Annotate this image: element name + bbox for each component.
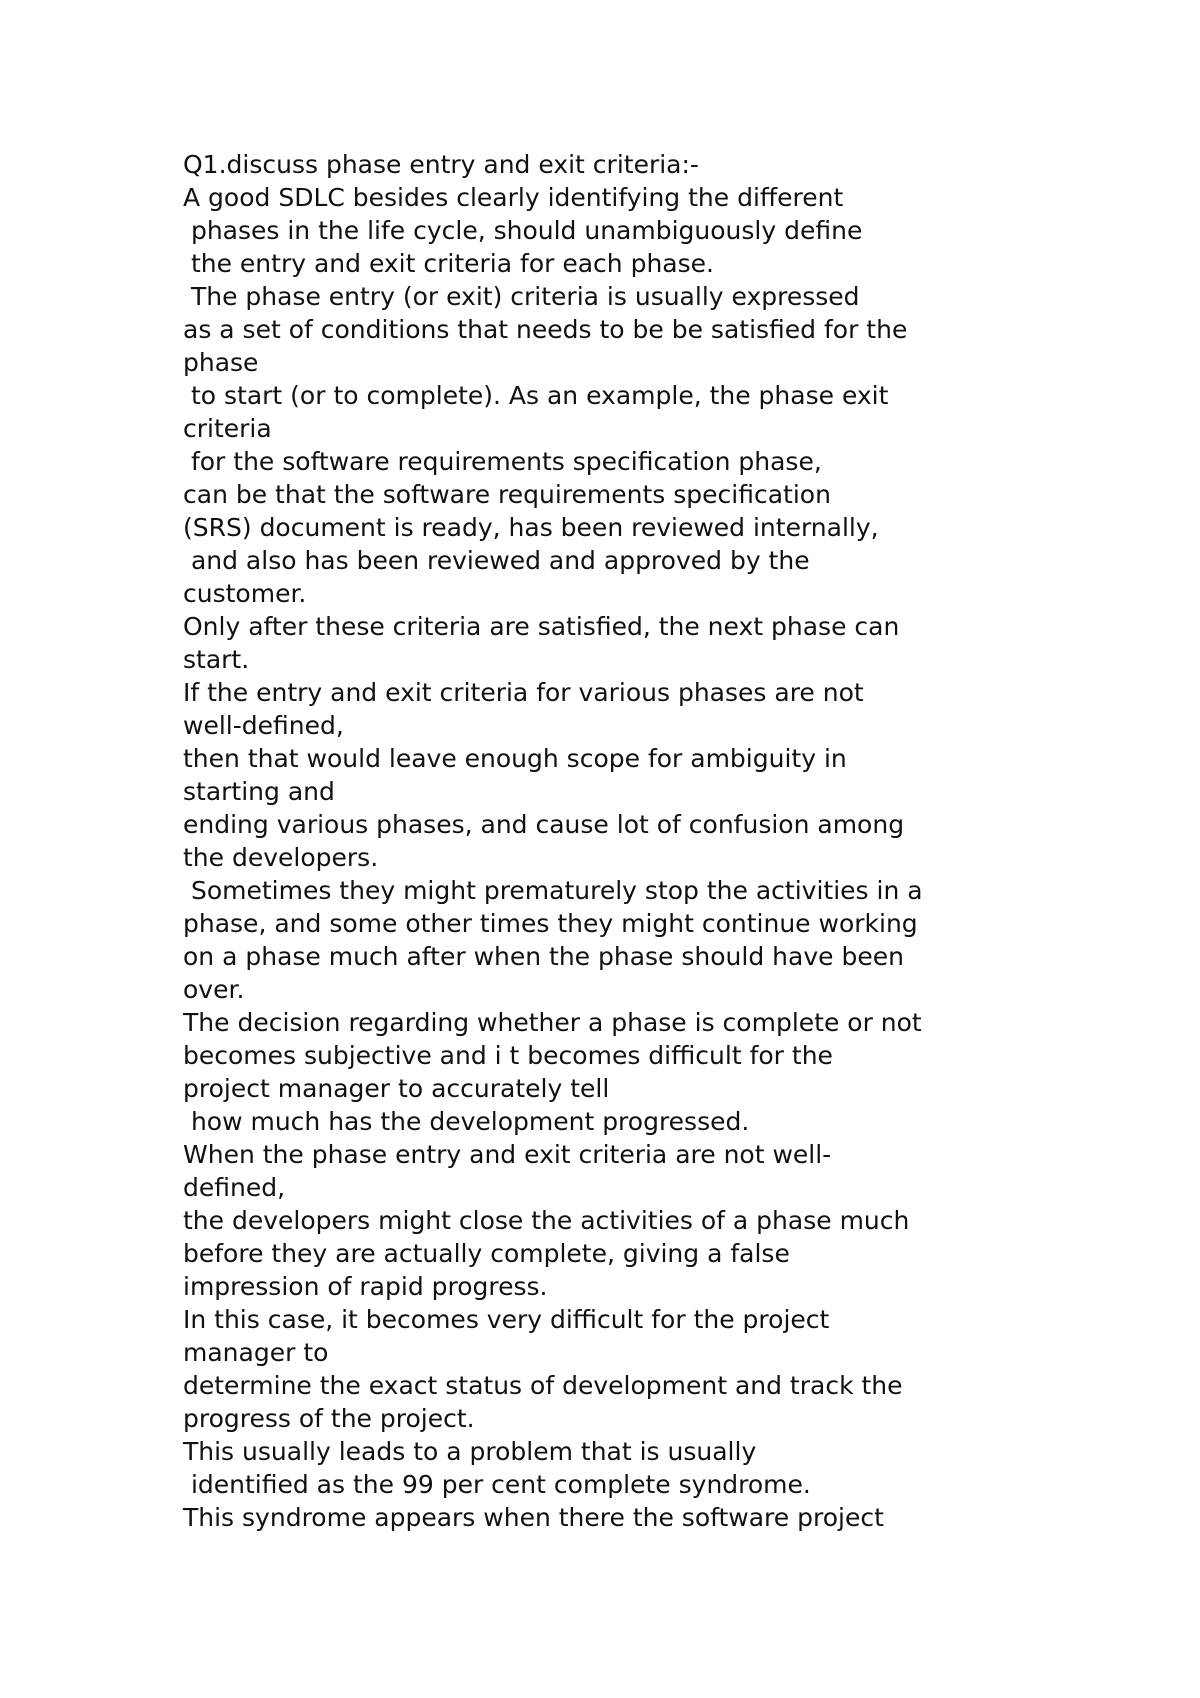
text-line: and also has been reviewed and approved by the [183,546,810,575]
text-line: phase [183,348,259,377]
text-line: start. [183,645,250,674]
text-line: over. [183,975,245,1004]
text-line: Sometimes they might prematurely stop the activities in a [183,876,923,905]
text-line: criteria [183,414,272,443]
text-line: progress of the project. [183,1404,475,1433]
text-line: When the phase entry and exit criteria are not well- [183,1140,832,1169]
text-line: well-defined, [183,711,344,740]
text-line: (SRS) document is ready, has been reviewed internally, [183,513,879,542]
text-line: identified as the 99 per cent complete syndrome. [183,1470,811,1499]
text-line: manager to [183,1338,329,1367]
text-line: This syndrome appears when there the software project [183,1503,884,1532]
text-line: can be that the software requirements specification [183,480,831,509]
text-line: how much has the development progressed. [183,1107,750,1136]
text-line: the developers. [183,843,379,872]
text-line: project manager to accurately tell [183,1074,610,1103]
text-line: for the software requirements specification phase, [183,447,822,476]
text-line: If the entry and exit criteria for various phases are not [183,678,864,707]
text-line: then that would leave enough scope for ambiguity in [183,744,847,773]
text-line: determine the exact status of development and track the [183,1371,903,1400]
text-line: This usually leads to a problem that is usually [183,1437,757,1466]
text-line: Q1.discuss phase entry and exit criteria:- [183,150,699,179]
text-line: A good SDLC besides clearly identifying the different [183,183,844,212]
text-line: the developers might close the activities of a phase much [183,1206,910,1235]
text-line: defined, [183,1173,286,1202]
text-line: phases in the life cycle, should unambiguously define [183,216,863,245]
text-line: before they are actually complete, giving a false [183,1239,790,1268]
text-line: phase, and some other times they might continue working [183,909,918,938]
text-line: to start (or to complete). As an example, the phase exit [183,381,889,410]
text-line: becomes subjective and i t becomes difficult for the [183,1041,833,1070]
text-line: customer. [183,579,307,608]
text-line: as a set of conditions that needs to be be satisfied for the [183,315,908,344]
text-line: The phase entry (or exit) criteria is usually expressed [183,282,860,311]
text-line: Only after these criteria are satisfied, the next phase can [183,612,900,641]
document-body [183,148,1083,1534]
text-line: The decision regarding whether a phase is complete or not [183,1008,922,1037]
text-line: In this case, it becomes very difficult for the project [183,1305,830,1334]
text-line: impression of rapid progress. [183,1272,548,1301]
text-line: on a phase much after when the phase should have been [183,942,904,971]
text-line: the entry and exit criteria for each phase. [183,249,714,278]
text-line: ending various phases, and cause lot of confusion among [183,810,905,839]
text-line: starting and [183,777,335,806]
